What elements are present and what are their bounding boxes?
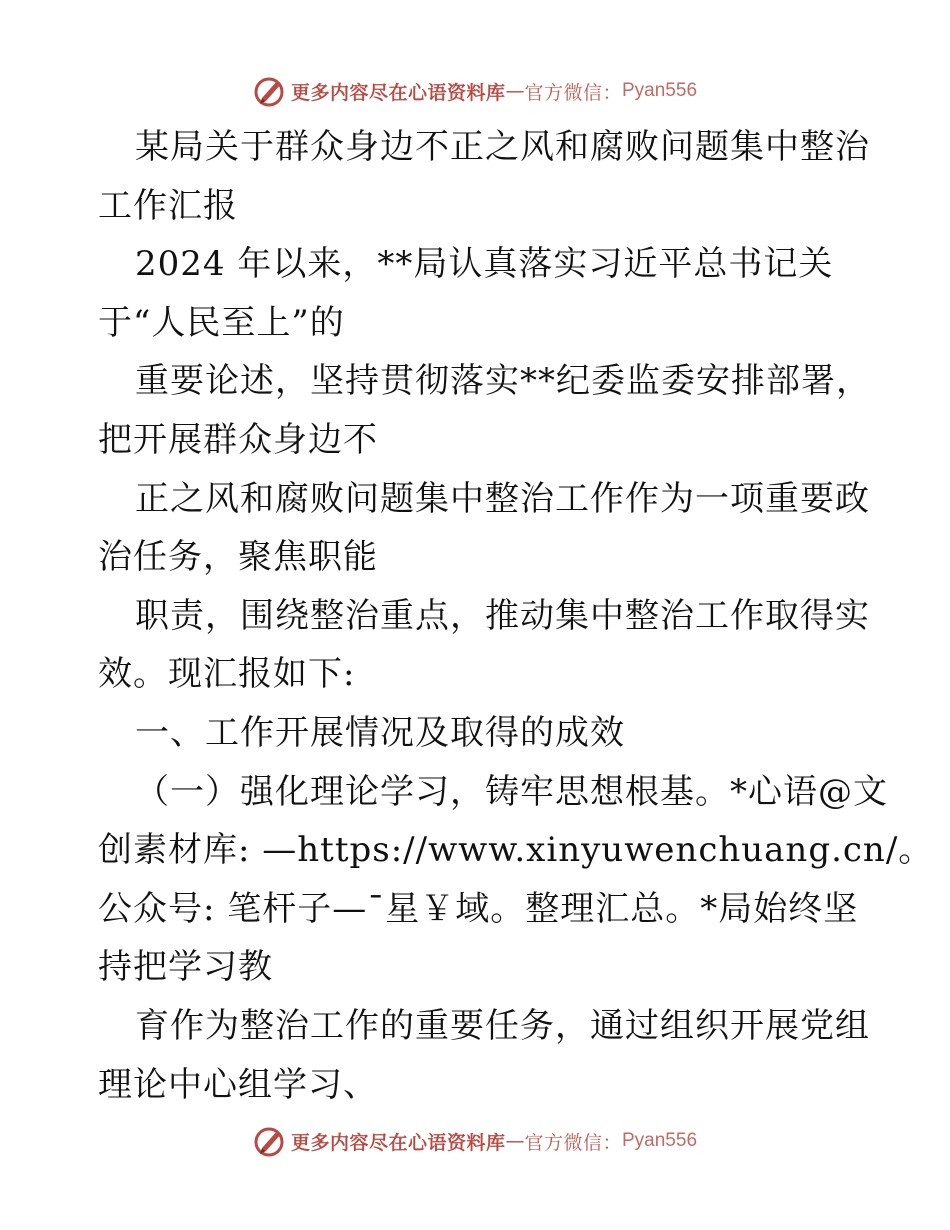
paragraph-line: 于“人民至上”的	[98, 302, 345, 343]
paragraph-line: 持把学习教	[98, 947, 273, 988]
document-body	[98, 118, 934, 1114]
paragraph-line: 公众号: 笔杆子—¯星￥域。整理汇总。*局始终坚	[98, 888, 859, 929]
paragraph-line: 重要论述，坚持贯彻落实**纪委监委安排部署，	[135, 361, 871, 402]
pen-seal-logo-icon	[253, 74, 287, 108]
document-title-line-1: 某局关于群众身边不正之风和腐败问题集中整治	[135, 127, 870, 167]
paragraph-line: 治任务，聚焦职能	[98, 537, 378, 578]
section-heading: 一、工作开展情况及取得的成效	[135, 712, 625, 753]
watermark-main-text: 更多内容尽在心语资料库	[290, 81, 506, 104]
subsection-heading-line: （一）强化理论学习，铸牢思想根基。*心语@文	[135, 771, 888, 812]
watermark-contact-label: 官方微信：	[524, 81, 622, 104]
paragraph-line: 效。现汇报如下:	[98, 654, 356, 695]
paragraph-line: 2024 年以来，**局认真落实习近平总书记关	[135, 244, 834, 285]
paragraph-line: 创素材库: —https://www.xinyuwenchuang.cn/。	[98, 830, 934, 871]
watermark-separator: —	[505, 1130, 525, 1152]
paragraph-line: 正之风和腐败问题集中整治工作作为一项重要政	[135, 478, 870, 519]
paragraph-line: 理论中心组学习、	[98, 1064, 378, 1105]
pen-seal-logo-icon	[253, 1124, 287, 1158]
paragraph-line: 育作为整治工作的重要任务，通过组织开展党组	[135, 1005, 870, 1046]
watermark-contact-label: 官方微信：	[524, 1131, 622, 1154]
watermark-separator: —	[505, 80, 525, 102]
paragraph-line: 把开展群众身边不	[98, 419, 378, 460]
watermark-main-text: 更多内容尽在心语资料库	[290, 1131, 506, 1154]
document-title-line-2: 工作汇报	[98, 185, 238, 226]
footer-watermark	[0, 1121, 950, 1161]
header-watermark	[0, 71, 950, 111]
paragraph-line: 职责，围绕整治重点，推动集中整治工作取得实	[135, 595, 870, 636]
watermark-contact-id: Pyan556	[622, 1130, 698, 1151]
watermark-contact-id: Pyan556	[622, 80, 698, 101]
